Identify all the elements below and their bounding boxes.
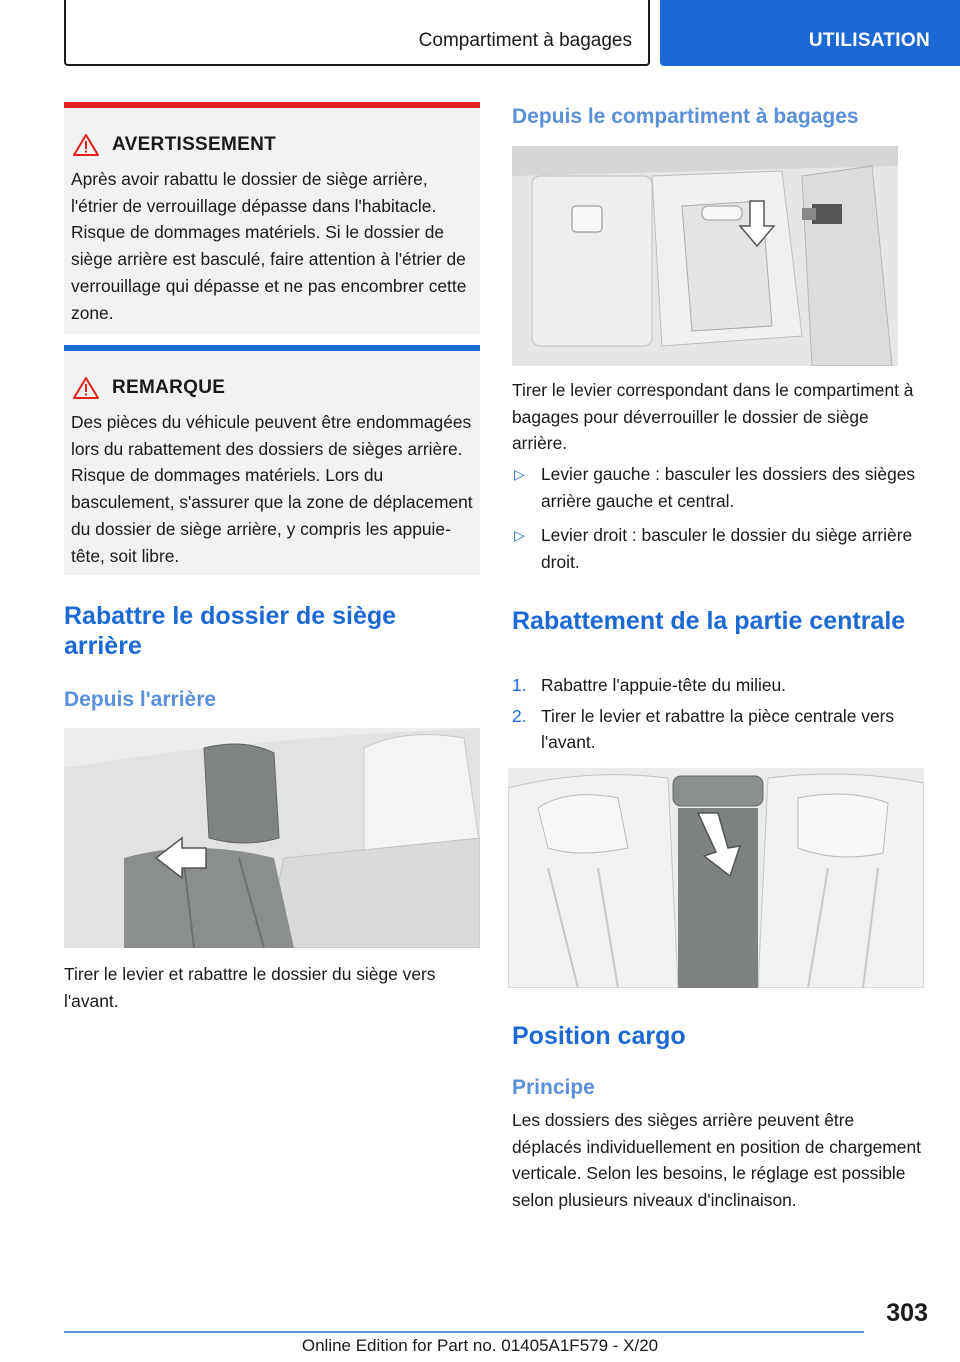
- list-item: [512, 703, 928, 756]
- note-text: Des pièces du véhicule peuvent être endommagées lors du rabattement des dossiers de sièges arrière. Risque de dommages matériels. Lors du basculement, s'assurer que la zone de déplacement du dossier de siège arrière, y compris les appuie-tête, soit libre.: [71, 412, 473, 566]
- header-section-title: Compartiment à bagages: [418, 30, 632, 51]
- header-chapter-title: UTILISATION: [808, 30, 930, 51]
- illustration-trunk-lever: [512, 146, 898, 366]
- header-section-box: [64, 0, 650, 66]
- header-chapter-tab[interactable]: [660, 0, 960, 66]
- note-box: [64, 345, 480, 575]
- caption-rear-fold: Tirer le levier et rabattre le dossier du siège vers l'avant.: [64, 964, 436, 1011]
- step-number: 2.: [512, 705, 527, 726]
- list-item: [512, 672, 928, 699]
- bullet-text: Levier gauche : basculer les dossiers des sièges arrière gauche et central.: [541, 464, 916, 511]
- step-text: Tirer le levier et rabattre la pièce centrale vers l'avant.: [541, 705, 895, 753]
- text-cargo-principle: Les dossiers des sièges arrière peuvent être déplacés individuellement en position de chargement verticale. Selon les besoins, le réglage est possible selon plusieurs niveaux d'inclinaison.: [512, 1110, 921, 1211]
- page-number: 303: [886, 1299, 928, 1327]
- text-trunk-lever: Tirer le levier correspondant dans le compartiment à bagages pour déverrouiller le dossier de siège arrière.: [512, 380, 914, 454]
- bullet-triangle-icon: ▷: [514, 466, 525, 482]
- heading-fold-rear-seat: Rabattre le dossier de siège arrière: [64, 602, 397, 660]
- subheading-principle: Principe: [512, 1076, 595, 1099]
- heading-center-fold: Rabattement de la partie centrale: [512, 607, 906, 635]
- lever-bullet-list: [512, 461, 928, 584]
- step-number: 1.: [512, 675, 527, 695]
- list-item: [512, 522, 928, 575]
- warning-triangle-icon: [72, 376, 100, 400]
- center-fold-steps: [512, 672, 928, 760]
- warning-text: Après avoir rabattu le dossier de siège arrière, l'étrier de verrouillage dépasse dans l'habitacle. Risque de dommages matériels. Si le dossier de siège arrière est basculé, faire attention à l'étrier de verrouillage qui dépasse et ne pas encombrer cette zone.: [71, 169, 467, 323]
- warning-title: AVERTISSEMENT: [112, 134, 277, 155]
- warning-triangle-icon: [72, 133, 100, 157]
- heading-cargo-position: Position cargo: [512, 1022, 686, 1050]
- subheading-from-trunk: Depuis le compartiment à bagages: [512, 105, 859, 128]
- subheading-from-rear: Depuis l'arrière: [64, 688, 217, 711]
- note-title: REMARQUE: [112, 377, 226, 398]
- list-item: [512, 461, 928, 514]
- bullet-triangle-icon: ▷: [514, 527, 525, 544]
- step-text: Rabattre l'appuie-tête du milieu.: [541, 675, 786, 695]
- illustration-rear-seat-lever: [64, 728, 480, 948]
- illustration-center-section: [508, 768, 924, 988]
- footer-divider: [64, 1331, 864, 1333]
- warning-header: [72, 133, 276, 157]
- warning-box: [64, 102, 480, 334]
- note-header: [72, 376, 225, 400]
- footer-edition-text: Online Edition for Part no. 01405A1F579 - X/20: [301, 1336, 659, 1355]
- bullet-text: Levier droit : basculer le dossier du siège arrière droit.: [541, 525, 913, 573]
